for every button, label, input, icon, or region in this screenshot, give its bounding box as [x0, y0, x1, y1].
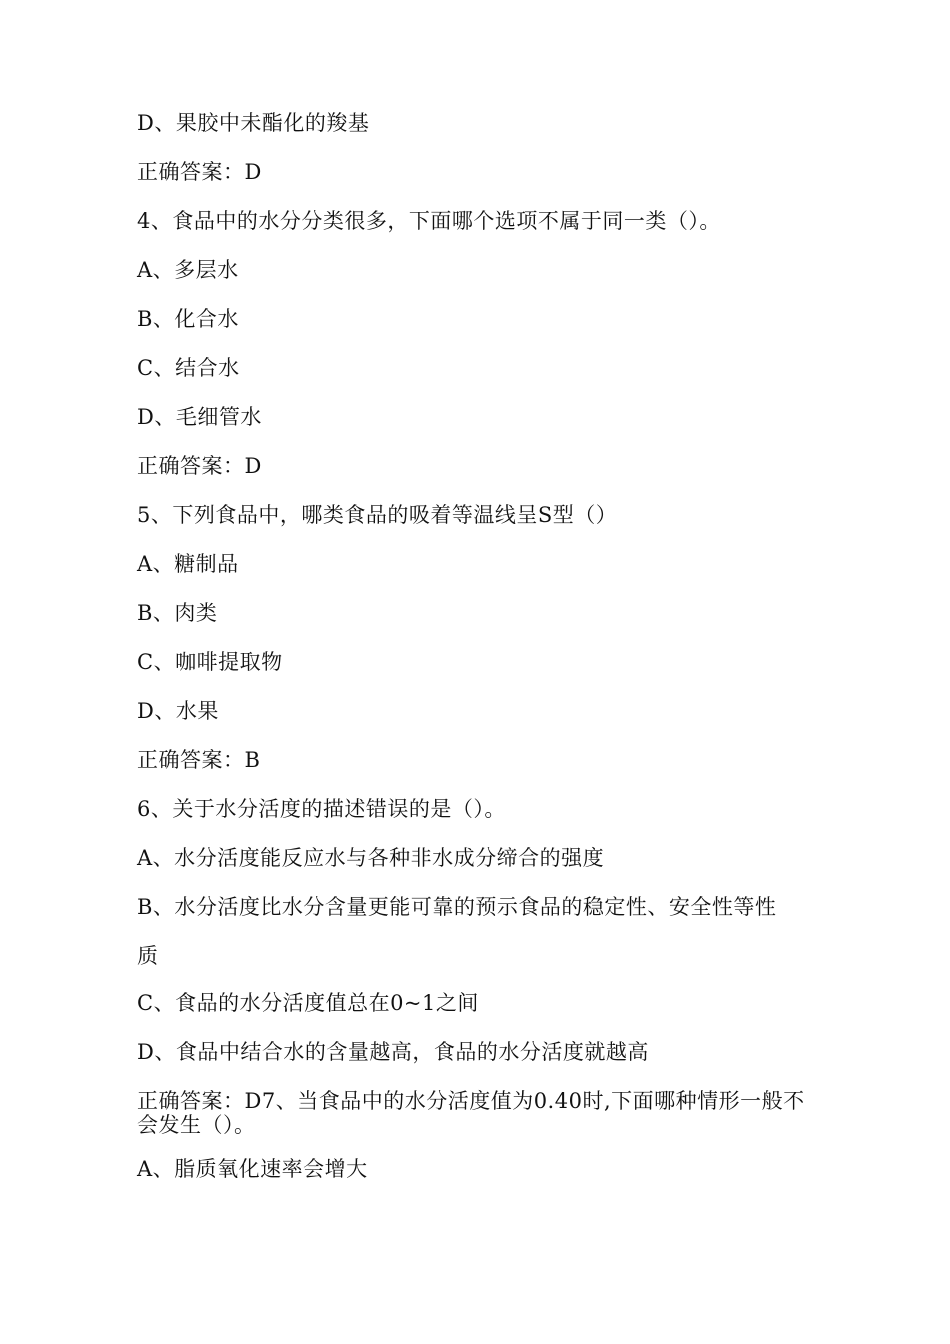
option-6d: D、食品中结合水的含量越高，食品的水分活度就越高	[137, 1040, 649, 1064]
option-4d: D、毛细管水	[137, 405, 262, 429]
answer-3: 正确答案：D	[137, 160, 262, 184]
option-5b: B、肉类	[137, 601, 218, 625]
option-5a: A、糖制品	[137, 552, 239, 576]
answer-4: 正确答案：D	[137, 454, 262, 478]
question-6: 6、关于水分活度的描述错误的是（）。	[137, 797, 506, 821]
option-7a: A、脂质氧化速率会增大	[137, 1157, 368, 1181]
option-6b: B、水分活度比水分含量更能可靠的预示食品的稳定性、安全性等性	[137, 895, 777, 919]
option-4b: B、化合水	[137, 307, 239, 331]
option-5d: D、水果	[137, 699, 219, 723]
answer-5: 正确答案：B	[137, 748, 261, 772]
option-6c: C、食品的水分活度值总在0~1之间	[137, 991, 479, 1015]
option-4c: C、结合水	[137, 356, 240, 380]
question-4: 4、食品中的水分分类很多，下面哪个选项不属于同一类（）。	[137, 209, 721, 233]
option-4a: A、多层水	[137, 258, 239, 282]
option-5c: C、咖啡提取物	[137, 650, 283, 674]
question-5: 5、下列食品中，哪类食品的吸着等温线呈S型（）	[137, 503, 618, 527]
option-6b-continued: 质	[137, 944, 159, 968]
option-6a: A、水分活度能反应水与各种非水成分缔合的强度	[137, 846, 605, 870]
option-3d: D、果胶中未酯化的羧基	[137, 111, 370, 135]
answer-6-question-7: 正确答案：D7、当食品中的水分活度值为0.40时,下面哪种情形一般不会发生（）。	[137, 1089, 805, 1137]
